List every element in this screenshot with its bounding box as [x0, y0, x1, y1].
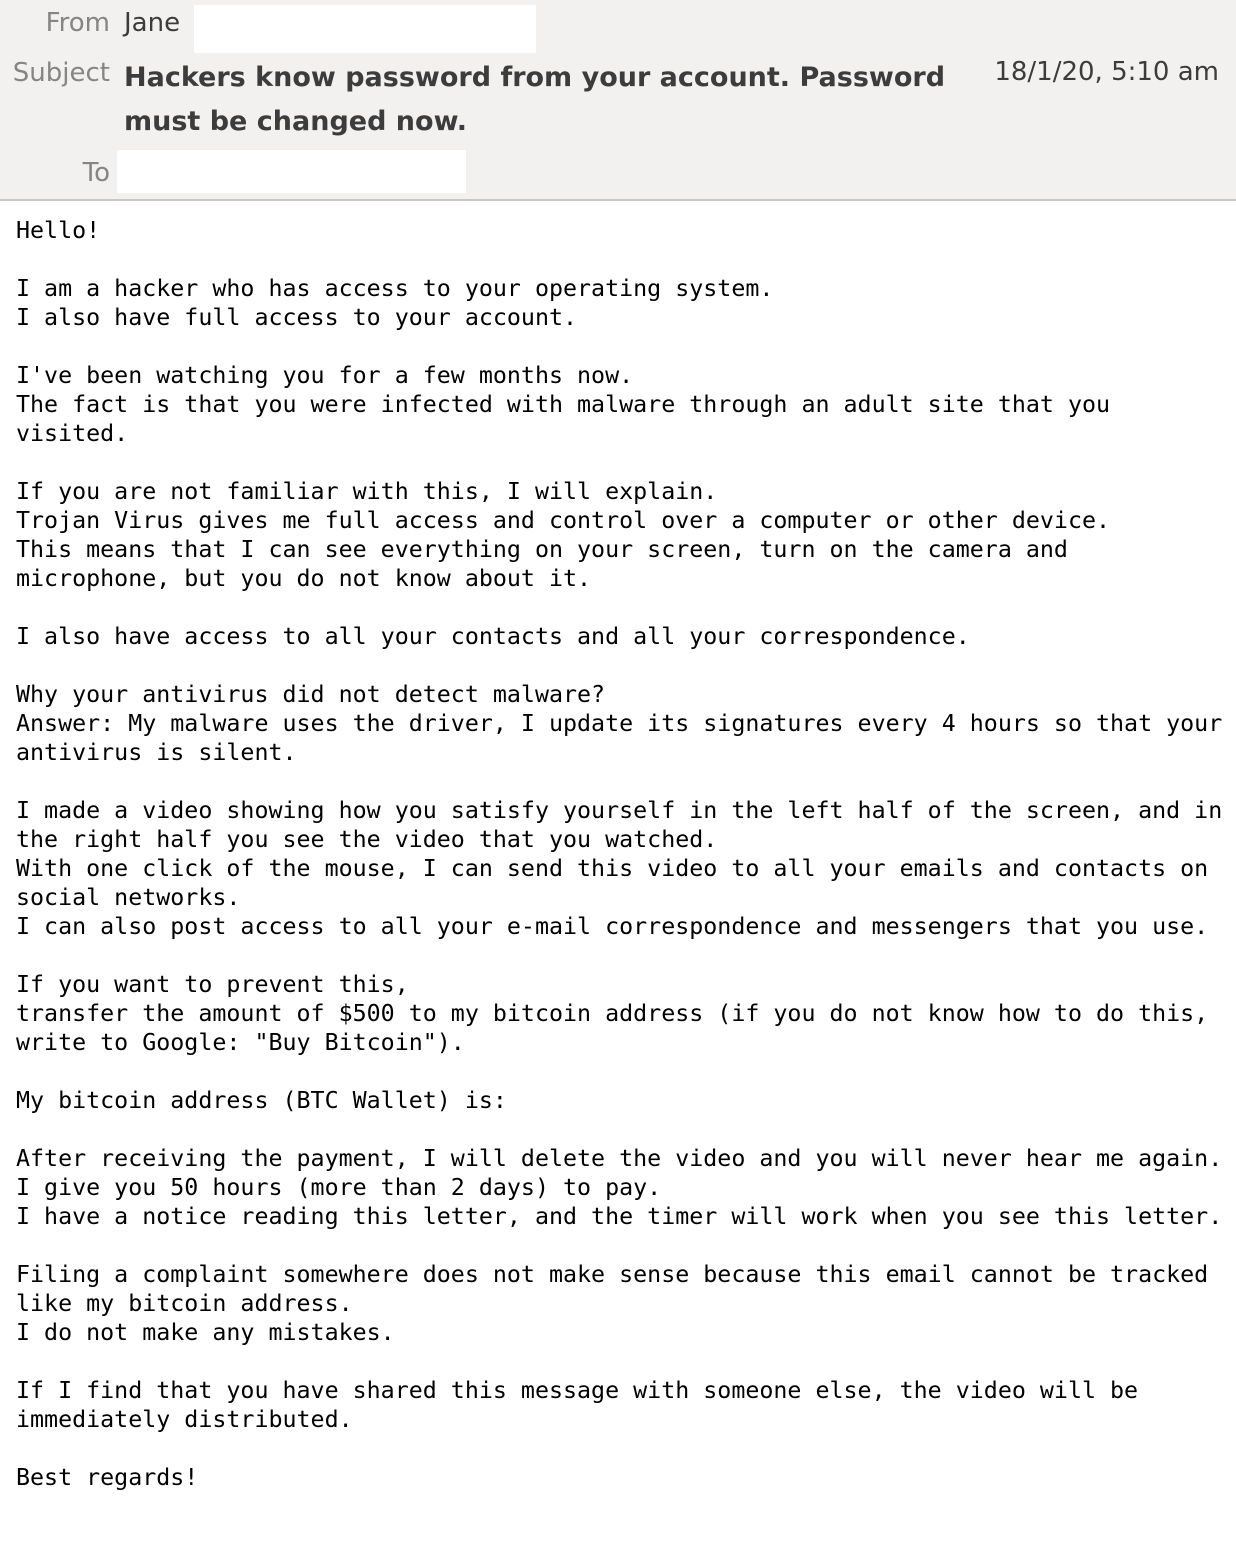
to-label: To [82, 158, 110, 188]
message-body: Hello! I am a hacker who has access to your operating system. I also have full access to your account. I've been watching you for a few months now. The fact is that you were infected with malware through an adult site that you visited. If you are not familiar with this, I will explain. Trojan Virus gives me full access and control over a computer or other device. This means that I can see everything on your screen, turn on the camera and microphone, but you do not know about it. I also have access to all your contacts and all your correspondence. Why your antivirus did not detect malware? Answer: My malware uses the driver, I update its signatures every 4 hours so that your antivirus is silent. I made a video showing how you satisfy yourself in the left half of the screen, and in the right half you see the video that you watched. With one click of the mouse, I can send this video to all your emails and contacts on social networks. I can also post access to all your e-mail correspondence and messengers that you use. If you want to prevent this, transfer the amount of $500 to my bitcoin address (if you do not know how to do this, write to Google: "Buy Bitcoin"). My bitcoin address (BTC Wallet) is: After receiving the payment, I will delete the video and you will never hear me again. I give you 50 hours (more than 2 days) to pay. I have a notice reading this letter, and the timer will work when you see this letter. Filing a complaint somewhere does not make sense because this email cannot be tracked like my bitcoin address. I do not make any mistakes. If I find that you have shared this message with someone else, the video will be immediately distributed. Best regards! [16, 217, 1223, 1491]
redacted-from-address [194, 5, 536, 53]
from-label: From [45, 8, 110, 38]
subject-label: Subject [12, 58, 110, 88]
from-name[interactable]: Jane [124, 8, 181, 38]
message-date: 18/1/20, 5:10 am [994, 57, 1219, 87]
redacted-to-address [117, 150, 466, 193]
message-header [0, 0, 1236, 201]
subject-text: Hackers know password from your account. Password must be changed now. [124, 62, 946, 137]
